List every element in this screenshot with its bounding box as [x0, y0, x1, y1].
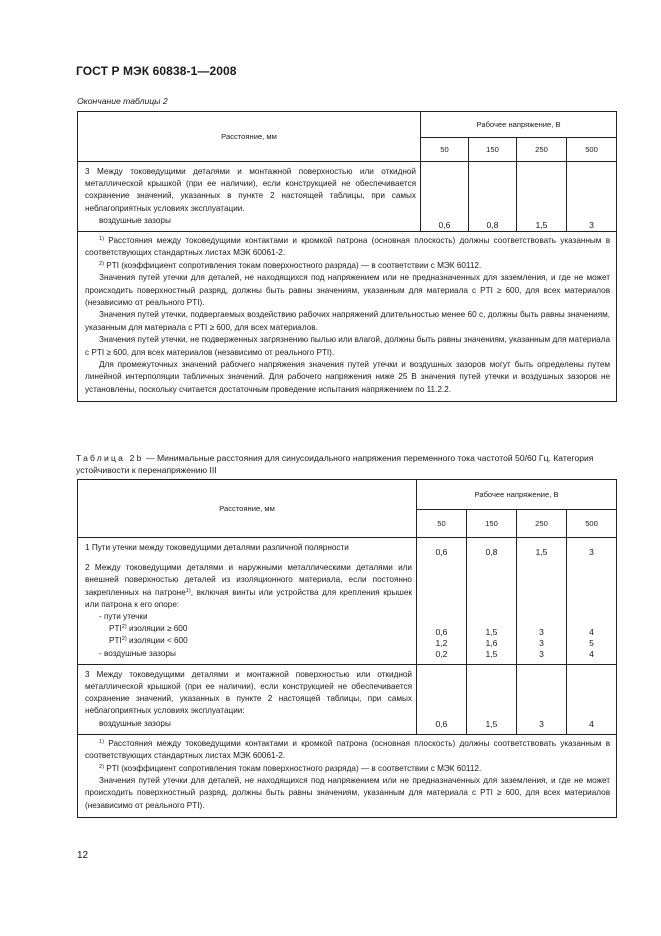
table-notes: [78, 232, 617, 402]
note-paragraph: Значения путей утечки, не подверженных загрязнению пылью или влагой, должны быть равны значениям, указанным для материала с PTI ≥ 600, для всех материалов (независимо от реального PTI).: [85, 335, 611, 357]
cell-value: 3: [539, 637, 544, 648]
row-3-sub-label: воздушные зазоры: [99, 215, 171, 225]
header-col-250: 250: [517, 138, 567, 162]
cell-value: 1,5: [485, 626, 498, 637]
header-col-150: 150: [469, 138, 517, 162]
cell-value: 0,6: [435, 626, 448, 637]
footnote-1: $^{1)}$ Расстояния между токоведущими контактами и кромкой патрона (основная плоскость) должны соответствовать указанным в соответствующих стандартных листах МЭК 60061-2.: [85, 738, 611, 761]
cell-value: 3: [539, 626, 544, 637]
cell-value: 3: [539, 648, 544, 659]
cell-value: 3: [589, 220, 594, 231]
page-number: 12: [77, 850, 89, 861]
document-title: ГОСТ Р МЭК 60838-1—2008: [76, 64, 237, 78]
cell-value: 1,5: [485, 648, 498, 659]
cell-value: 5: [589, 637, 594, 648]
footnote-1: $^{1)}$ Расстояния между токоведущими контактами и кромкой патрона (основная плоскость) должны соответствовать указанным в соответствующих стандартных листах МЭК 60061-2.: [85, 236, 611, 258]
header-distance: Расстояние, мм: [78, 112, 421, 162]
cell-value: 3: [589, 547, 594, 558]
table-continuation-caption: Окончание таблицы 2: [77, 96, 168, 106]
row-2-sub-creepage: - пути утечки: [99, 612, 148, 622]
cell-value: 4: [589, 648, 594, 659]
header-voltage: Рабочее напряжение, В: [417, 480, 617, 510]
note-paragraph: Значения путей утечки для деталей, не находящихся под напряжением или не предназначенных для заземления, и где не может происходить поверхностный разряд, должны быть равны значениям, указанным для материала с PTI ≥ 600, для всех материалов (независимо от реального PTI).: [85, 273, 611, 308]
note-paragraph: Значения путей утечки, подвергаемых воздействию рабочих напряжений длительностью менее 60 с, должны быть равны значениям, указанным для материала с PTI ≥ 600, для всех материалов.: [85, 310, 611, 332]
note-paragraph: Значения путей утечки для деталей, не находящихся под напряжением или не предназначенных для заземления, и где не может происходить поверхностный разряд, должны быть равны значениям, указанным для материала с PTI ≥ 600, для всех материалов (независимо от реального PTI).: [85, 776, 611, 810]
row-3-text: 3 Между токоведущими деталями и монтажной поверхностью или откидной металлической крышкой (при ее наличии), если конструкцией не обеспечивается сохранение значений, указанных в пункте 2 настоящей таблицы, при самых неблагоприятных условиях эксплуатации.: [85, 167, 416, 213]
cell-value: 0,6: [435, 718, 448, 729]
cell-value: 4: [589, 626, 594, 637]
table-row: [78, 162, 617, 232]
note-paragraph: Для промежуточных значений рабочего напряжения значения путей утечки и воздушных зазоров могут быть определены путем линейной интерполяции табличных значений. Для рабочего напряжения ниже 25 В значения путей утечки и воздушных зазоров не установлены, поскольку считается достаточным проведение испытания напряжением по 11.2.2.: [85, 360, 611, 394]
row-1-text: 1 Пути утечки между токоведущими деталями различной полярности: [85, 543, 349, 552]
header-distance: Расстояние, мм: [78, 480, 417, 538]
row-3-text: 3 Между токоведущими деталями и монтажной поверхностью или откидной металлической крышкой (при ее наличии), если конструкцией не обеспечивается сохранение значений, указанных в пункте 2 настоящей таблицы, при самых неблагоприятных условиях эксплуатации:: [85, 669, 412, 716]
table-2b: [77, 479, 617, 818]
header-col-50: 50: [417, 510, 467, 538]
cell-value: 0,2: [435, 648, 448, 659]
cell-value: 1,5: [485, 718, 498, 729]
table-row: [78, 558, 617, 664]
cell-value: 0,8: [485, 547, 498, 558]
header-col-50: 50: [421, 138, 469, 162]
row-2-sub-pti-high: PTI$^{2)}$ изоляции ≥ 600: [109, 624, 188, 634]
table-2b-caption: Таблица 2b — Минимальные расстояния для синусоидального напряжения переменного тока частотой 50/60 Гц. Категория устойчивости к перенапряжению III: [76, 453, 594, 475]
row-3-sub-label: воздушные зазоры: [99, 718, 171, 728]
cell-value: 1,5: [535, 547, 548, 558]
header-col-500: 500: [567, 138, 617, 162]
row-2-sub-clearance: - воздушные зазоры: [99, 648, 176, 658]
header-voltage: Рабочее напряжение, В: [421, 112, 617, 138]
table-row: [78, 664, 617, 734]
cell-value: 1,5: [535, 220, 548, 231]
cell-value: 0,8: [486, 220, 499, 231]
cell-value: 1,6: [485, 637, 498, 648]
cell-value: 3: [539, 718, 544, 729]
table-2-end: [77, 111, 617, 402]
cell-value: 4: [589, 718, 594, 729]
cell-value: 0,6: [438, 220, 451, 231]
row-2-text: 2 Между токоведущими деталями и наружными металлическими деталями или внешней поверхностью деталей из изоляционного материала, если постоянно закрепленных на патроне$^{1)}$, включая винты или устройства для крепления крышек или патрона к его опоре:: [85, 563, 412, 609]
header-col-150: 150: [467, 510, 517, 538]
header-col-250: 250: [517, 510, 567, 538]
header-col-500: 500: [567, 510, 617, 538]
table-notes: [78, 734, 617, 817]
footnote-2: $^{2)}$ PTI (коэффициент сопротивления токам поверхностного разряда) — в соответствии с МЭК 60112.: [99, 763, 482, 773]
cell-value: 0,6: [435, 547, 448, 558]
table-row: [78, 538, 617, 559]
cell-value: 1,2: [435, 637, 448, 648]
footnote-2: $^{2)}$ PTI (коэффициент сопротивления токам поверхностного разряда) — в соответствии с МЭК 60112.: [99, 260, 482, 270]
row-2-sub-pti-low: PTI$^{2)}$ изоляции < 600: [109, 636, 188, 646]
